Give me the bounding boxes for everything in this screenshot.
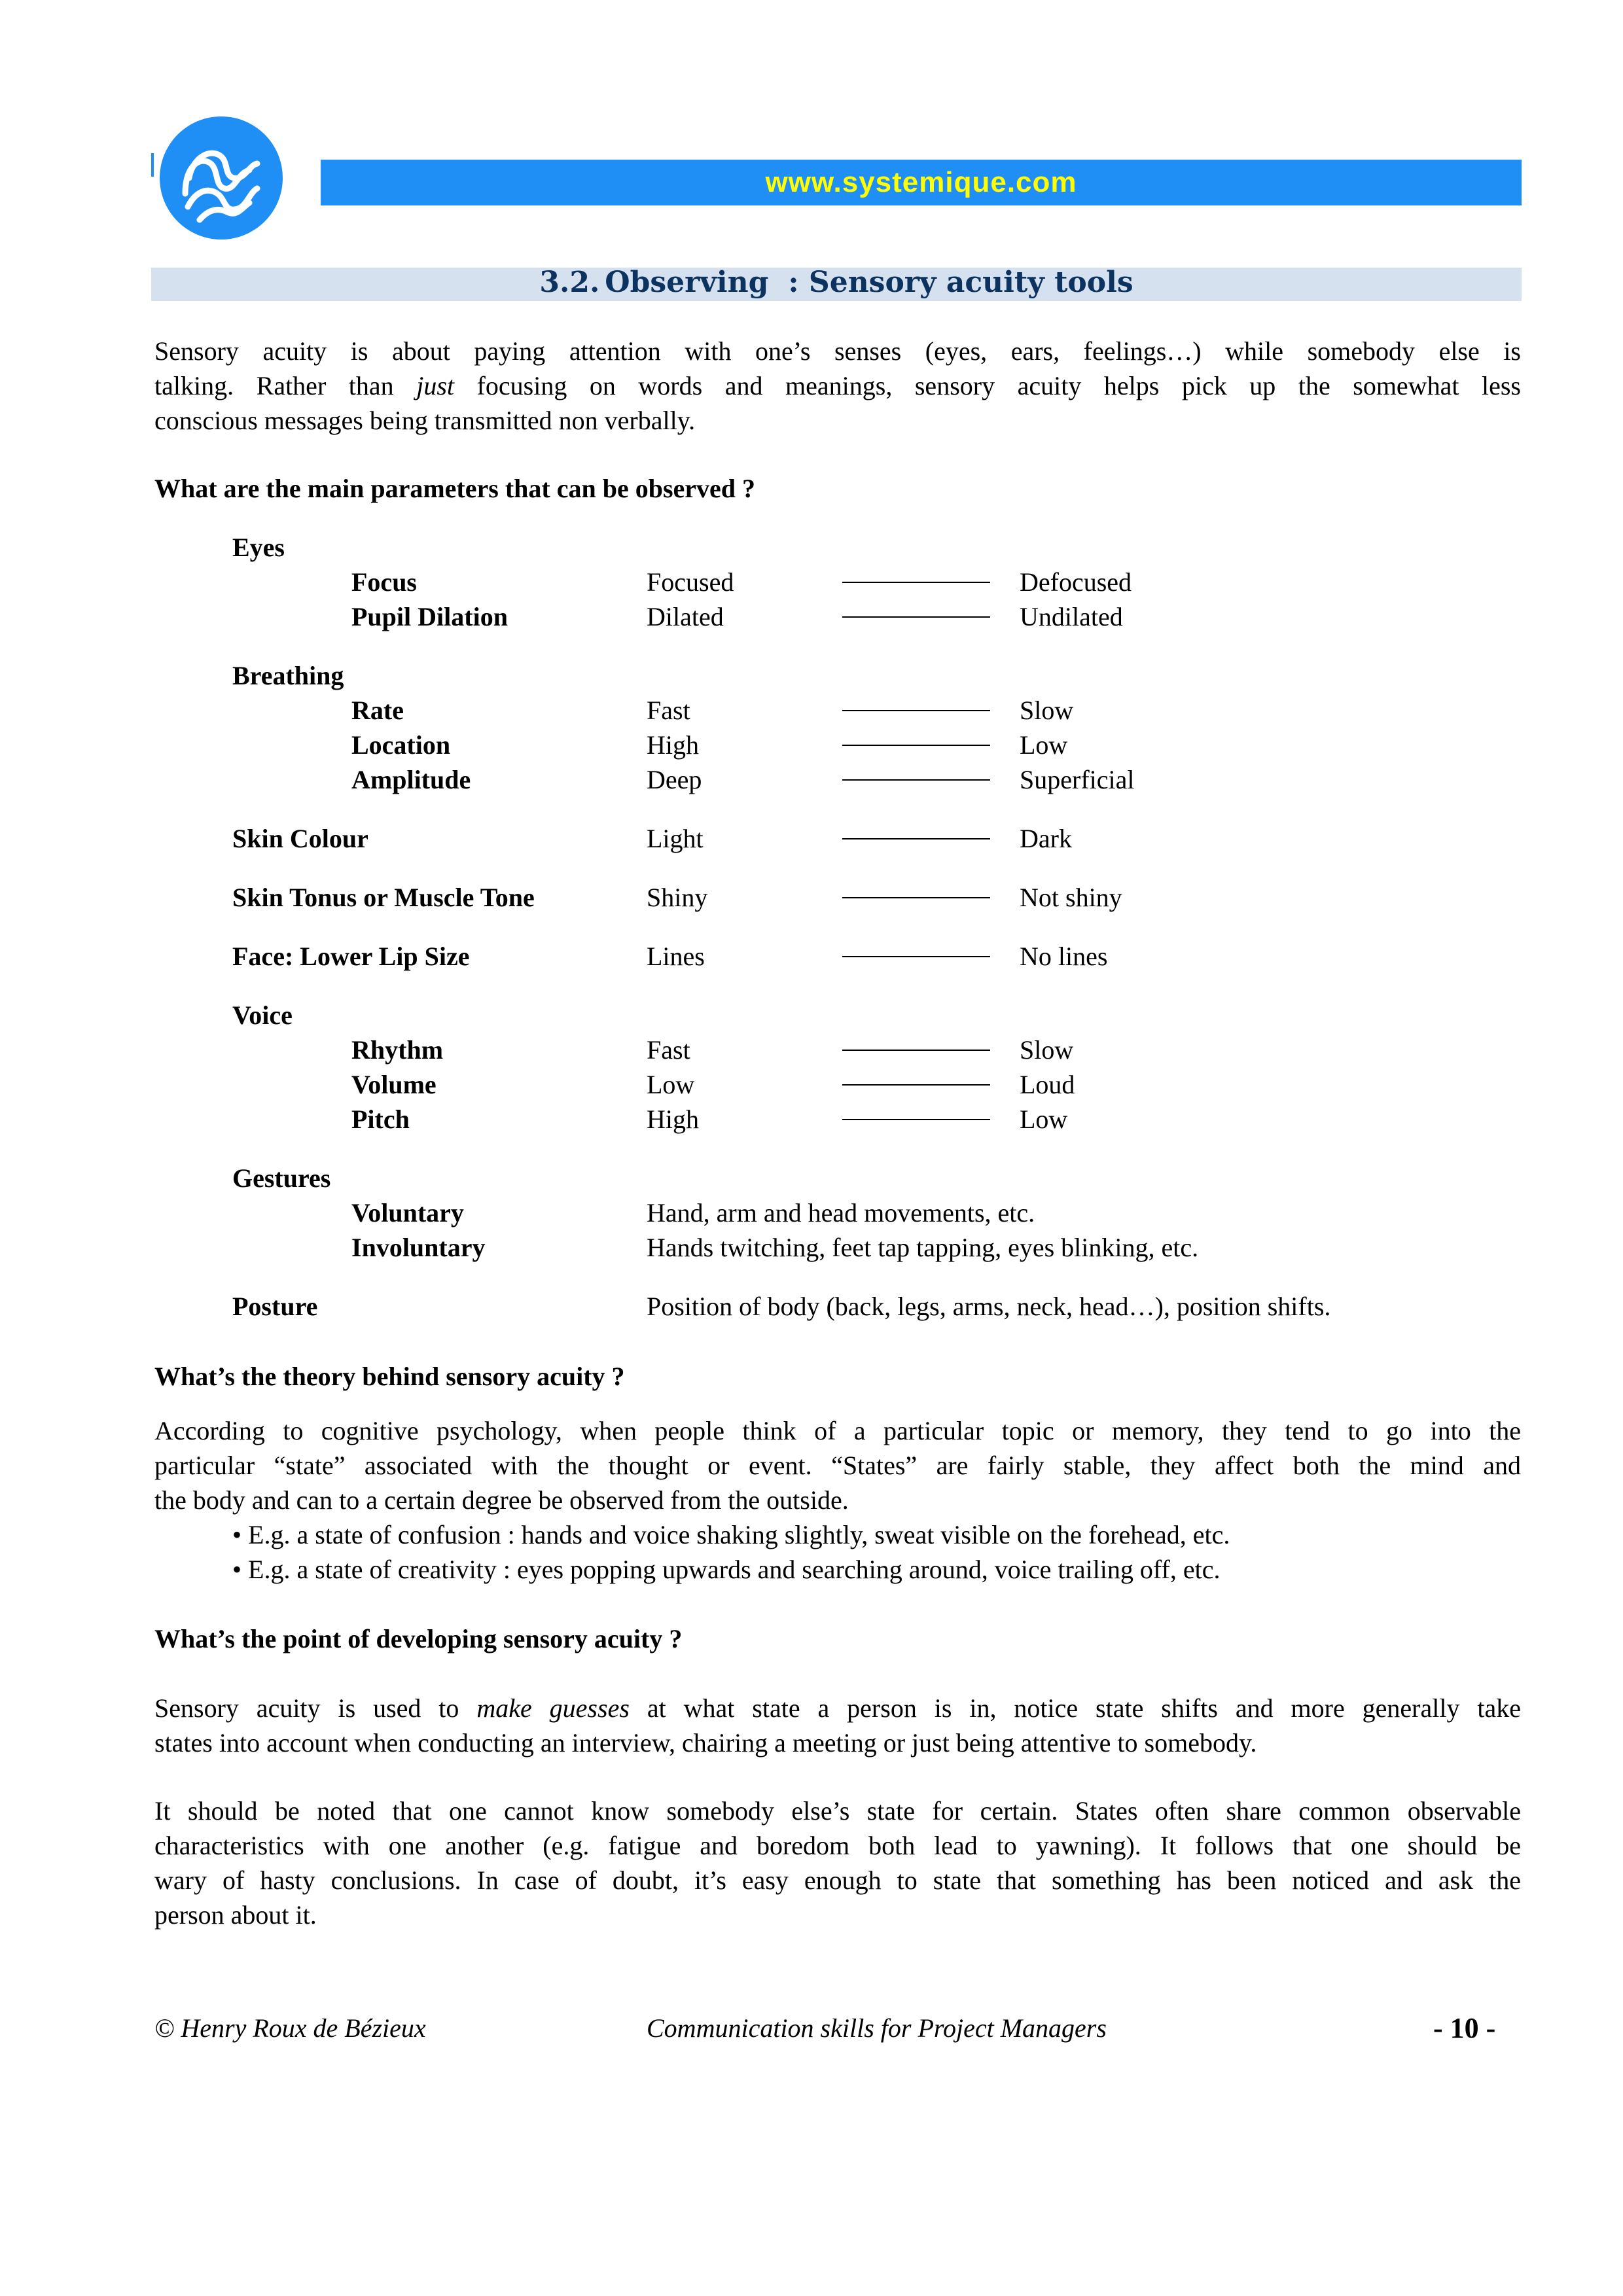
intro-text: talking. Rather than bbox=[154, 371, 417, 400]
param-label: Pitch bbox=[351, 1104, 410, 1134]
param-low: Deep bbox=[647, 765, 702, 794]
param-row bbox=[0, 693, 1623, 728]
note-line: wary of hasty conclusions. In case of doubt, it’s easy enough to state that something has been noticed and ask the bbox=[154, 1865, 1521, 1895]
website-url: www.systemique.com bbox=[765, 166, 1077, 198]
section-title-part-a: Observing bbox=[605, 266, 769, 299]
param-low: Shiny bbox=[647, 883, 708, 912]
param-high: Low bbox=[1020, 1104, 1068, 1134]
param-high: Slow bbox=[1020, 1035, 1074, 1065]
scale-line bbox=[842, 745, 990, 746]
param-row bbox=[0, 1289, 1623, 1324]
scale-line bbox=[842, 1119, 990, 1120]
scale-line bbox=[842, 1084, 990, 1086]
note-line: It should be noted that one cannot know somebody else’s state for certain. States often share common observable bbox=[154, 1796, 1521, 1826]
param-low: Focused bbox=[647, 567, 734, 597]
intro-emphasis: just bbox=[416, 371, 455, 400]
param-label: Skin Colour bbox=[232, 824, 368, 853]
param-group-row bbox=[0, 1161, 1623, 1195]
param-label: Volume bbox=[351, 1070, 437, 1099]
param-row bbox=[0, 762, 1623, 797]
param-row bbox=[0, 880, 1623, 915]
scale-line bbox=[842, 838, 990, 839]
point-paragraph bbox=[154, 1691, 1521, 1760]
param-row bbox=[0, 939, 1623, 974]
section-title-part-b: : Sensory acuity tools bbox=[788, 266, 1133, 299]
param-low: Lines bbox=[647, 942, 705, 971]
param-label: Pupil Dilation bbox=[351, 602, 508, 631]
theory-line: particular “state” associated with the thought or event. “States” are fairly stable, they affect both the mind and bbox=[154, 1451, 1521, 1480]
scale-line bbox=[842, 582, 990, 583]
param-label: Face: Lower Lip Size bbox=[232, 942, 470, 971]
param-high: Undilated bbox=[1020, 602, 1123, 631]
param-label: Rhythm bbox=[351, 1035, 444, 1065]
param-low: Light bbox=[647, 824, 704, 853]
param-high: Superficial bbox=[1020, 765, 1135, 794]
footer-document-title: Communication skills for Project Managers bbox=[647, 2013, 1107, 2043]
param-group-label: Eyes bbox=[232, 533, 285, 562]
question-heading: What’s the theory behind sensory acuity ? bbox=[154, 1362, 625, 1391]
param-row bbox=[0, 1033, 1623, 1067]
param-label: Voluntary bbox=[351, 1198, 464, 1227]
param-description: Hand, arm and head movements, etc. bbox=[647, 1198, 1035, 1227]
param-label: Involuntary bbox=[351, 1233, 486, 1262]
param-high: Loud bbox=[1020, 1070, 1075, 1099]
param-high: Dark bbox=[1020, 824, 1072, 853]
param-description: Position of body (back, legs, arms, neck, head…), position shifts. bbox=[647, 1292, 1331, 1321]
section-number: 3.2. bbox=[539, 266, 600, 299]
scale-line bbox=[842, 710, 990, 711]
theory-line: the body and can to a certain degree be observed from the outside. bbox=[154, 1485, 849, 1515]
param-high: Slow bbox=[1020, 696, 1074, 725]
param-high: Not shiny bbox=[1020, 883, 1122, 912]
param-low: Fast bbox=[647, 696, 690, 725]
intro-line bbox=[154, 368, 1521, 403]
param-low: Fast bbox=[647, 1035, 690, 1065]
theory-line: According to cognitive psychology, when people think of a particular topic or memory, they tend to go into the bbox=[154, 1416, 1521, 1445]
param-row bbox=[0, 599, 1623, 634]
section-title bbox=[151, 263, 1522, 302]
param-row bbox=[0, 821, 1623, 856]
param-group-row bbox=[0, 658, 1623, 693]
param-label: Focus bbox=[351, 567, 417, 597]
param-label: Skin Tonus or Muscle Tone bbox=[232, 883, 535, 912]
param-group-label: Voice bbox=[232, 1000, 293, 1030]
param-low: High bbox=[647, 1104, 699, 1134]
param-row bbox=[0, 565, 1623, 599]
footer-page-number: - 10 - bbox=[1433, 2012, 1496, 2044]
bullet-item: • E.g. a state of confusion : hands and voice shaking slightly, sweat visible on the forehead, etc. bbox=[232, 1520, 1230, 1549]
param-row bbox=[0, 1067, 1623, 1102]
scale-line bbox=[842, 956, 990, 957]
param-label: Location bbox=[351, 730, 451, 760]
footer-author: © Henry Roux de Bézieux bbox=[154, 2013, 426, 2043]
scale-line bbox=[842, 616, 990, 618]
param-group-label: Gestures bbox=[232, 1163, 331, 1193]
param-high: Low bbox=[1020, 730, 1068, 760]
point-emphasis: make guesses bbox=[476, 1693, 630, 1723]
scale-line bbox=[842, 1050, 990, 1051]
intro-text: focusing on words and meanings, sensory acuity helps pick up the somewhat less bbox=[454, 371, 1521, 400]
param-row bbox=[0, 728, 1623, 762]
scale-line bbox=[842, 897, 990, 898]
intro-line: conscious messages being transmitted non verbally. bbox=[154, 406, 696, 435]
point-line bbox=[154, 1691, 1521, 1725]
note-line: characteristics with one another (e.g. fatigue and boredom both lead to yawning). It follows that one should be bbox=[154, 1831, 1521, 1860]
param-row bbox=[0, 1195, 1623, 1230]
intro-paragraph bbox=[154, 334, 1521, 438]
intro-line: Sensory acuity is about paying attention with one’s senses (eyes, ears, feelings…) while somebody else is bbox=[154, 336, 1521, 366]
param-row bbox=[0, 1102, 1623, 1137]
param-label: Posture bbox=[232, 1292, 318, 1321]
param-low: Dilated bbox=[647, 602, 724, 631]
note-paragraph bbox=[154, 1793, 1521, 1932]
param-label: Amplitude bbox=[351, 765, 471, 794]
note-line: person about it. bbox=[154, 1900, 317, 1930]
param-row bbox=[0, 1230, 1623, 1265]
param-description: Hands twitching, feet tap tapping, eyes blinking, etc. bbox=[647, 1233, 1199, 1262]
question-heading: What are the main parameters that can be observed ? bbox=[154, 474, 756, 503]
point-text: at what state a person is in, notice state shifts and more generally take bbox=[629, 1693, 1522, 1723]
scale-line bbox=[842, 779, 990, 781]
param-label: Rate bbox=[351, 696, 404, 725]
param-group-row bbox=[0, 530, 1623, 565]
param-group-row bbox=[0, 998, 1623, 1033]
param-group-label: Breathing bbox=[232, 661, 344, 690]
param-low: High bbox=[647, 730, 699, 760]
question-heading: What’s the point of developing sensory acuity ? bbox=[154, 1624, 683, 1653]
param-high: No lines bbox=[1020, 942, 1108, 971]
param-low: Low bbox=[647, 1070, 695, 1099]
point-text: Sensory acuity is used to bbox=[154, 1693, 477, 1723]
bullet-item: • E.g. a state of creativity : eyes popping upwards and searching around, voice trailing off, etc. bbox=[232, 1555, 1221, 1584]
systemique-logo-icon bbox=[151, 115, 291, 241]
point-line: states into account when conducting an interview, chairing a meeting or just being attentive to somebody. bbox=[154, 1728, 1257, 1757]
theory-paragraph bbox=[154, 1413, 1521, 1517]
param-high: Defocused bbox=[1020, 567, 1132, 597]
